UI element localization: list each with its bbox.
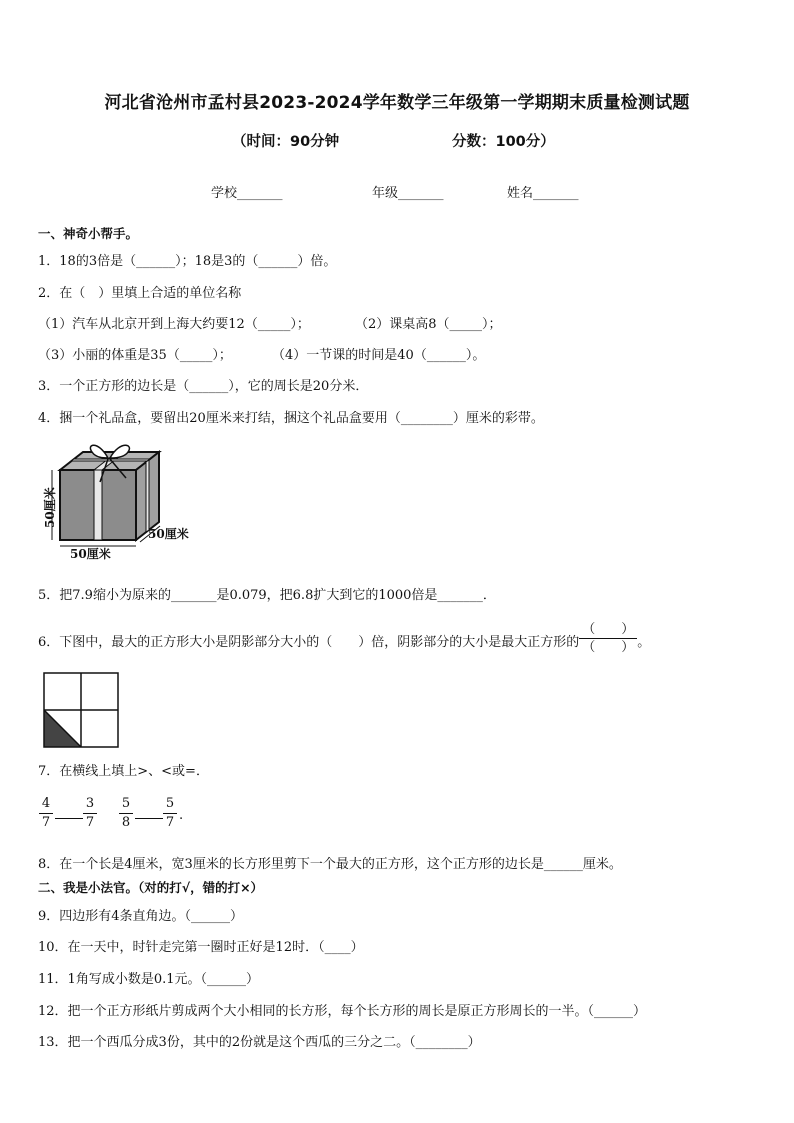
name-field: 姓名_______ [507,186,579,201]
square-grid-figure [42,671,120,749]
question-9: 9．四边形有4条直角边。（______） [38,909,244,924]
width-label: 50厘米 [70,547,111,561]
exam-time: （时间：90分钟 [232,134,340,150]
ribbon-side [146,460,149,532]
fraction-numerator: （ ） [579,621,637,639]
exam-score: 分数：100分） [452,134,555,150]
question-5: 5．把7.9缩小为原来的_______是0.079，把6.8扩大到它的1000倍是_______． [38,588,496,603]
question-2-2: （2）课桌高8（_____）； [355,317,502,332]
fraction-denominator: （ ） [582,640,635,655]
school-field: 学校_______ [211,186,283,201]
question-2-4: （4）一节课的时间是40（______）。 [272,348,486,363]
fraction-5-7: 5 7 [163,795,177,832]
question-6-text: 6．下图中，最大的正方形大小是阴影部分大小的（ ）倍，阴影部分的大小是最大正方形的 [38,635,580,650]
question-6 [38,622,651,656]
section-2-heading: 二、我是小法官。（对的打√，错的打×） [38,880,264,895]
section-1-heading: 一、神奇小帮手。 [38,226,139,241]
question-2-1: （1）汽车从北京开到上海大约要12（_____）； [38,317,310,332]
question-12: 12．把一个正方形纸片剪成两个大小相同的长方形，每个长方形的周长是原正方形周长的一半。（______） [38,1004,647,1019]
question-11: 11．1角写成小数是0.1元。（______） [38,972,259,987]
fraction-4-7: 4 7 [39,795,53,832]
page-title: 河北省沧州市孟村县2023-2024学年数学三年级第一学期期末质量检测试题 [104,93,690,113]
height-label: 50厘米 [43,487,57,528]
question-6-end: 。 [637,635,651,650]
question-8: 8．在一个长是4厘米，宽3厘米的长方形里剪下一个最大的正方形，这个正方形的边长是______厘米。 [38,857,622,872]
gift-box-figure [40,438,205,563]
depth-label: 50厘米 [148,527,189,541]
question-13: 13．把一个西瓜分成3份，其中的2份就是这个西瓜的三分之二。（________） [38,1035,481,1050]
comparison-blank-1 [55,818,83,819]
question-3: 3．一个正方形的边长是（______），它的周长是20分米． [38,379,369,394]
question-1: 1．18的3倍是（______）；18是3的（______）倍。 [38,254,337,269]
question-4: 4．捆一个礼品盒，要留出20厘米来打结，捆这个礼品盒要用（________）厘米的彩带。 [38,411,544,426]
grade-field: 年级_______ [372,186,444,201]
fraction-3-7: 3 7 [83,795,97,832]
question-7-period: . [179,808,184,823]
question-7: 7．在横线上填上>、<或=． [38,764,209,779]
question-2-3: （3）小丽的体重是35（_____）； [38,348,232,363]
fraction-5-8: 5 8 [119,795,133,832]
question-2: 2．在（ ）里填上合适的单位名称 [38,286,242,301]
question-10: 10．在一天中，时针走完第一圈时正好是12时．（____） [38,940,364,955]
question-6-fraction [579,621,637,656]
comparison-blank-2 [135,818,163,819]
